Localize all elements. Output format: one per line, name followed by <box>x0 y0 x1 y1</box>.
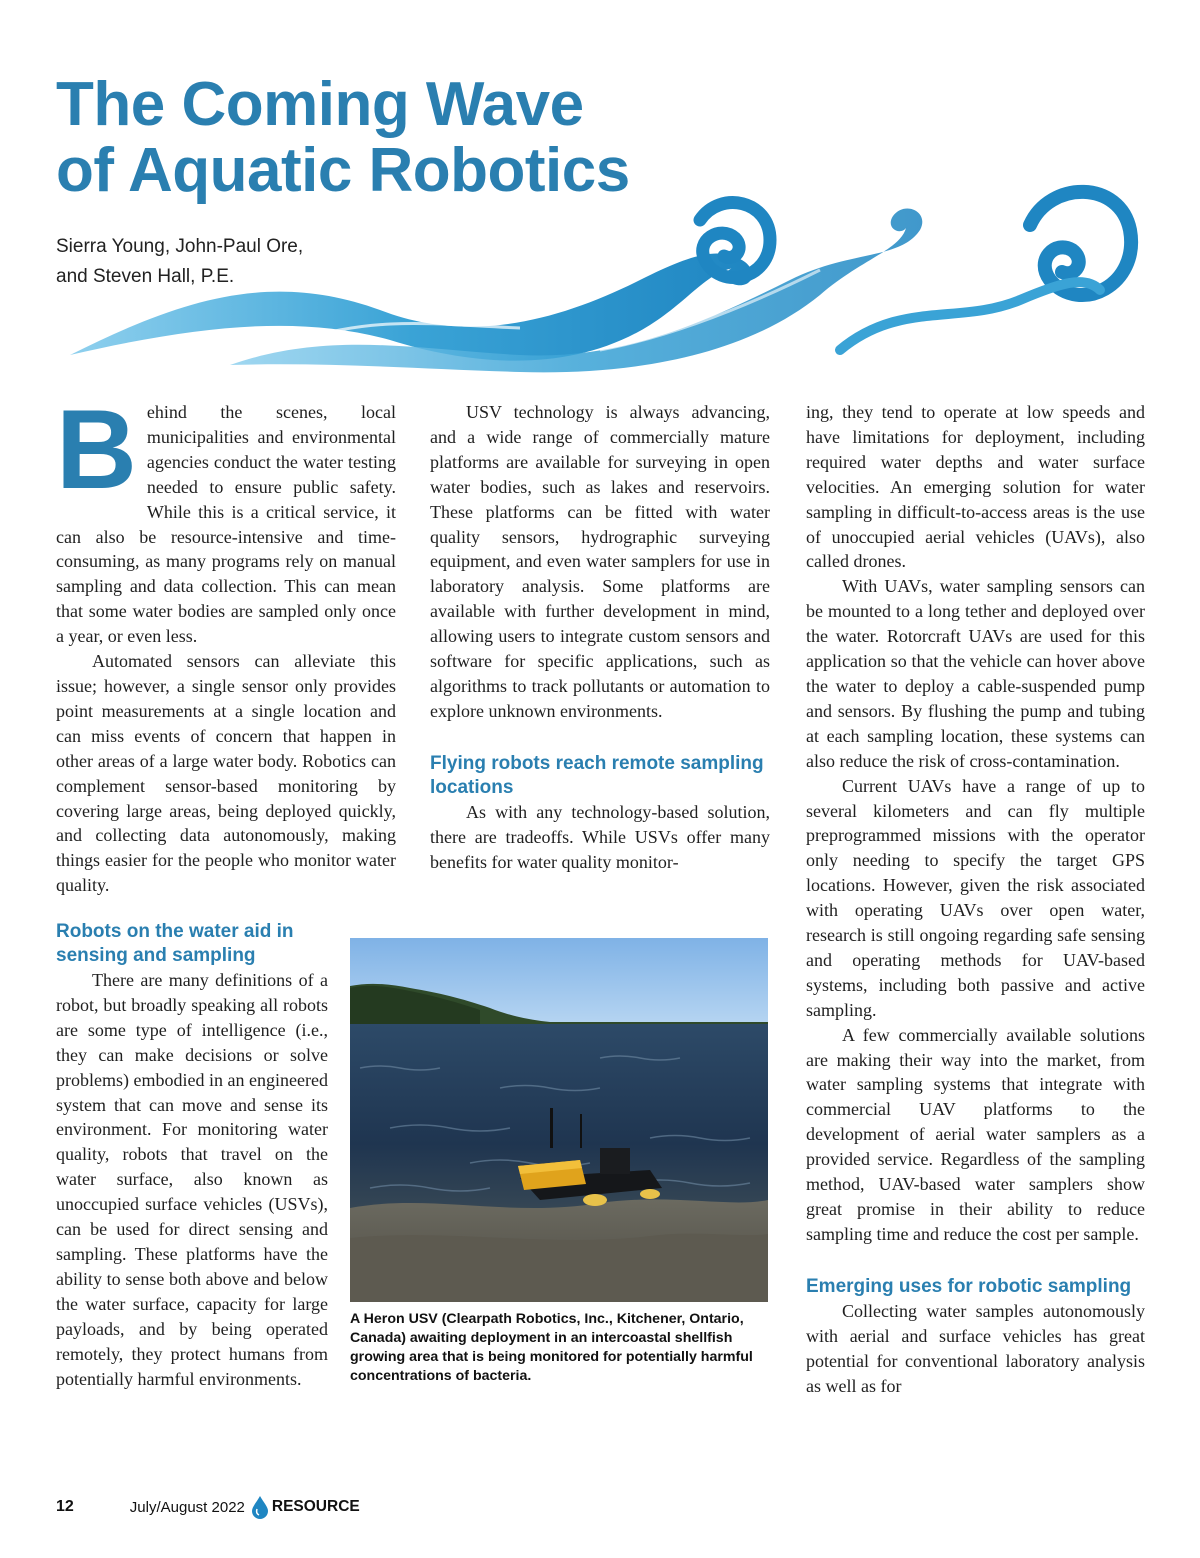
section-water-paragraph: There are many definitions of a robot, but broadly speaking all robots are some type of intelligence (i.e., they can make decisions or solve problems) embodied in an engineered system that can move and sense its environment. For monitoring water quality, robots that travel on the water surface, also known as unoccupied surface vehicles (USVs), can be used for direct sensing and sampling. These platforms have the ability to sense both above and below the water surface, capacity for large payloads, and by being operated remotely, they protect humans from potentially harmful environments. <box>56 970 328 1389</box>
column-3-paragraph-2: With UAVs, water sampling sensors can be mounted to a long tether and deployed over the water. Rotorcraft UAVs are used for this application so that the vehicle can hover above the water to deploy a cable-suspended pump and sensors. By flushing the pump and tubing at each sampling location, these systems can also reduce the risk of cross-contamination. <box>806 576 1145 771</box>
intro-paragraph-1: ehind the scenes, local municipalities and environmental agencies conduct the water testing needed to ensure public safety. While this is a critical service, it can also be resource-intensive and time-consuming, as many programs rely on manual sampling and data collection. This can mean that some water bodies are sampled only once a year, or even less. <box>56 402 396 647</box>
section-heading-water-robots: Robots on the water aid in sensing and sampling <box>56 921 294 966</box>
section-heading-emerging-uses: Emerging uses for robotic sampling <box>806 1275 1132 1297</box>
authors-line-2: and Steven Hall, P.E. <box>56 266 235 287</box>
heron-usv-photo <box>350 938 768 1302</box>
page-number: 12 <box>56 1498 74 1515</box>
drop-cap: B <box>56 387 137 512</box>
authors <box>56 232 303 292</box>
water-drop-icon <box>251 1495 269 1519</box>
column-3 <box>806 400 1145 1398</box>
title-line-2: of Aquatic Robotics <box>56 136 630 205</box>
title-line-1: The Coming Wave <box>56 70 584 139</box>
issue-date: July/August 2022 <box>129 1498 245 1516</box>
column-2-paragraph-2: As with any technology-based solution, there are tradeoffs. While USVs offer many benefits for water quality monitor- <box>430 801 770 872</box>
page-footer <box>56 1494 360 1520</box>
magazine-name: RESOURCE <box>271 1498 360 1515</box>
column-2-paragraph-1: USV technology is always advancing, and a wide range of commercially mature platforms are available for surveying in open water bodies, such as lakes and reservoirs. These platforms can be fitted with water quality sensors, hydrographic surveying equipment, and even water samplers for use in laboratory analysis. Some platforms are available with further development in mind, allowing users to integrate custom sensors and software for specific applications, such as algorithms to track pollutants or automation to explore unknown environments. <box>430 402 770 721</box>
column-1-intro <box>56 387 396 898</box>
column-1-section <box>56 920 328 1391</box>
authors-line-1: Sierra Young, John-Paul Ore, <box>56 236 304 257</box>
photo-caption: A Heron USV (Clearpath Robotics, Inc., Kitchener, Ontario, Canada) awaiting deployment in an intercoastal shellfish growing area that is being monitored for potentially harmful concentrations of bacteria. <box>350 1311 753 1384</box>
column-3-paragraph-5: Collecting water samples autonomously with aerial and surface vehicles has great potential for conventional laboratory analysis as well as for <box>806 1300 1145 1396</box>
column-3-paragraph-4: A few commercially available solutions are making their way into the market, from water sampling systems that integrate with commercial UAV platforms to the development of aerial water samplers as a provided service. Regardless of the sampling method, UAV-based water samplers show great promise in their ability to reduce sampling time and reduce the cost per sample. <box>806 1024 1145 1244</box>
intro-paragraph-2: Automated sensors can alleviate this issue; however, a single sensor only provides point measurements at a single location and can miss events of concern that happen in other areas of a large water body. Robotics can complement sensor-based monitoring by covering large areas, being deployed quickly, and collecting data autonomously, making things easier for the people who monitor water quality. <box>56 651 396 896</box>
column-3-paragraph-3: Current UAVs have a range of up to several kilometers and can fly multiple preprogrammed missions with the operator only needing to specify the target GPS locations. However, given the risk associated with operating UAVs over open water, research is still ongoing regarding safe sensing and operating methods for UAV-based systems, including both passive and active sampling. <box>806 775 1145 1020</box>
column-2 <box>430 400 770 875</box>
section-heading-flying-robots: Flying robots reach remote sampling locations <box>430 752 764 798</box>
column-3-paragraph-1: ing, they tend to operate at low speeds and have limitations for deployment, including required water depths and water surface velocities. An emerging solution for water sampling in difficult-to-access areas is the use of unoccupied aerial vehicles (UAVs), also called drones. <box>806 402 1145 572</box>
